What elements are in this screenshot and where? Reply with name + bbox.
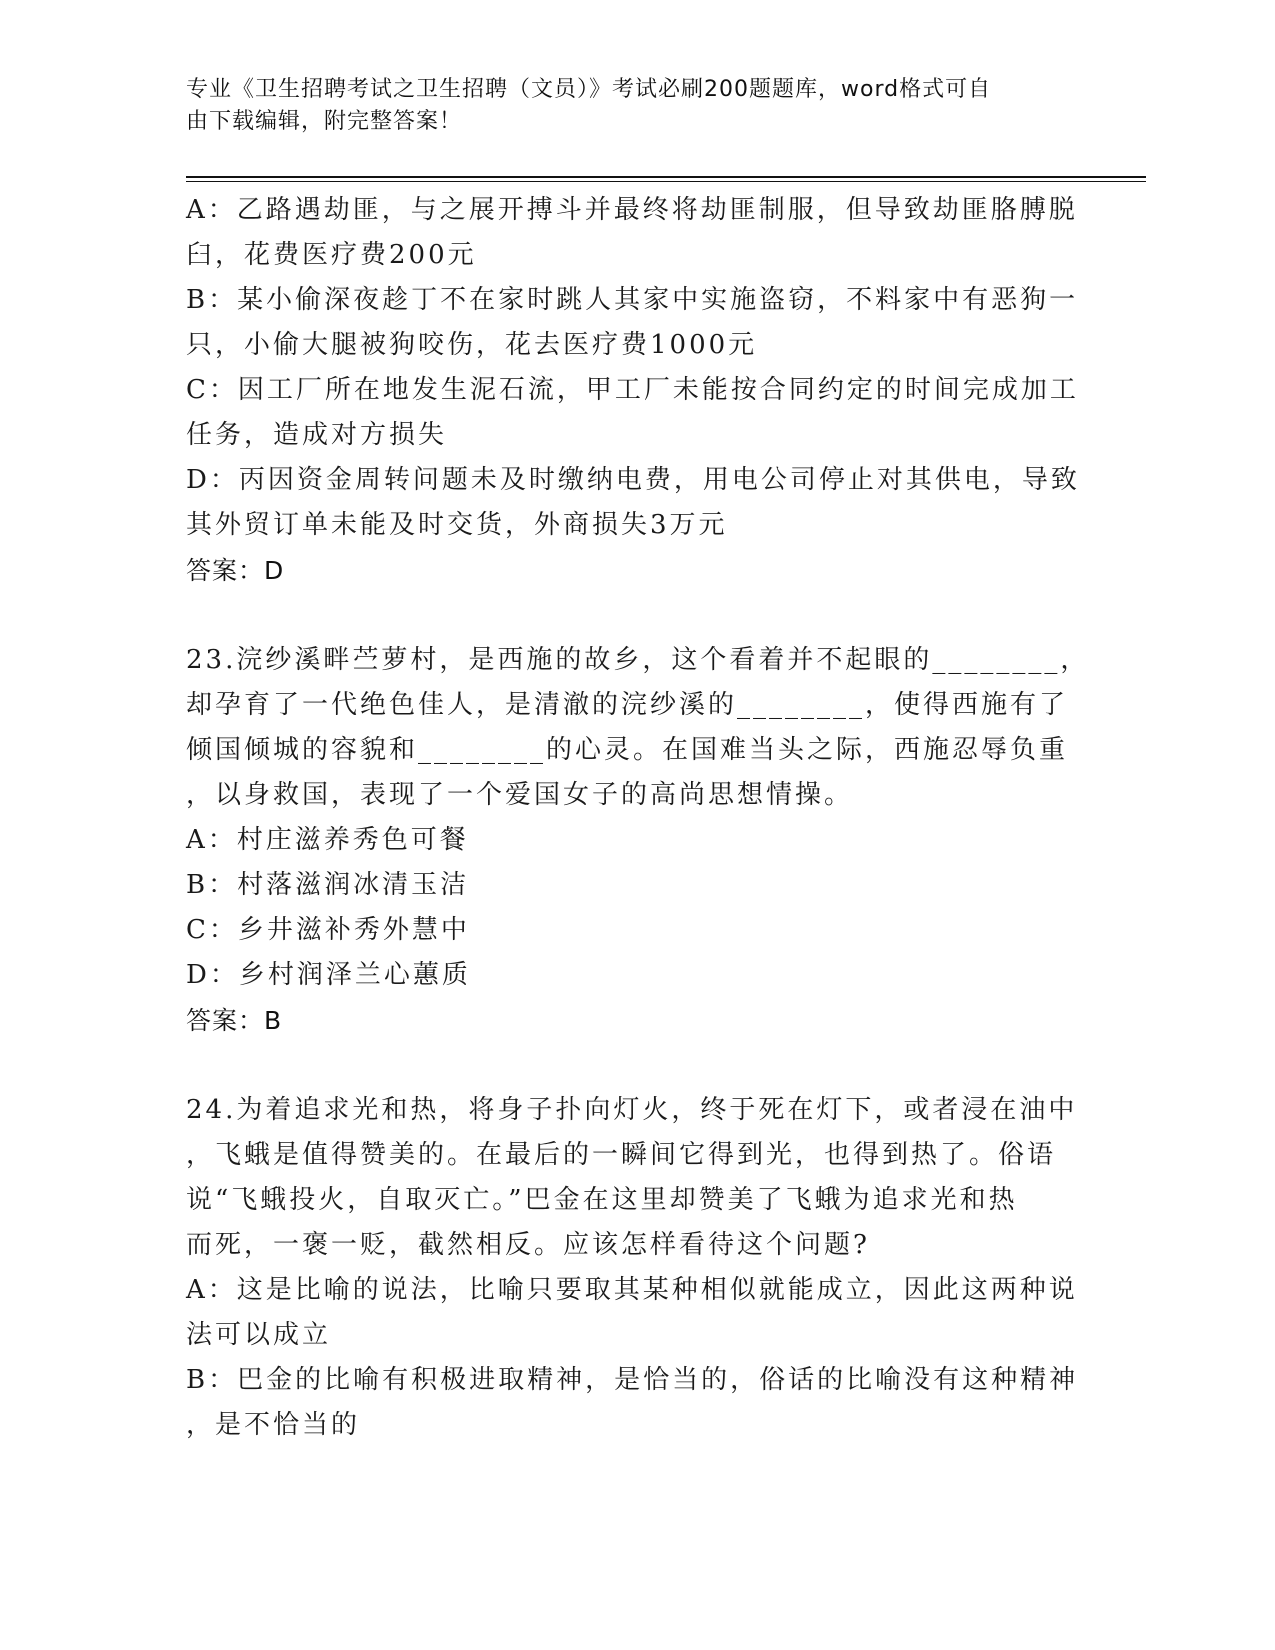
q23-option-b: B：村落滋润冰清玉洁 [186,870,470,900]
q24-option-b [186,1358,1079,1448]
header-line-2: 由下载编辑，附完整答案！ [186,109,463,134]
page-header [186,74,1066,138]
q24-option-a-line-2: 法可以成立 [186,1320,332,1350]
q22-option-c-line-1: C：因工厂所在地发生泥石流，甲工厂未能按合同约定的时间完成加工 [186,375,1079,405]
q23-option-d: D：乡村润泽兰心蕙质 [186,960,471,990]
q22-option-b-line-1: B：某小偷深夜趁丁不在家时跳人其家中实施盗窃，不料家中有恶狗一 [186,285,1079,315]
q22-answer: 答案：D [186,556,285,585]
header-line-1: 专业《卫生招聘考试之卫生招聘（文员）》考试必刷200题题库，word格式可自 [186,77,992,102]
q23-stem-line-3: 倾国倾城的容貌和________的心灵。在国难当头之际，西施忍辱负重 [186,735,1069,765]
spacer [186,1043,1066,1088]
q24-option-b-line-1: B：巴金的比喻有积极进取精神，是恰当的，俗话的比喻没有这种精神 [186,1365,1079,1395]
q24-option-a [186,1268,1078,1358]
q23-stem [186,638,1090,818]
document-body [186,188,1090,1448]
question-23 [186,638,1090,1043]
q22-option-d [186,458,1080,548]
q22-option-a [186,188,1078,278]
q24-stem-line-4: 而死，一褒一贬，截然相反。应该怎样看待这个问题? [186,1230,870,1260]
header-rule-thin [186,181,1146,182]
q22-option-c-line-2: 任务，造成对方损失 [186,420,448,450]
q23-stem-line-4: ，以身救国，表现了一个爱国女子的高尚思想情操。 [186,780,854,810]
q24-option-a-line-1: A：这是比喻的说法，比喻只要取其某种相似就能成立，因此这两种说 [186,1275,1078,1305]
q22-option-a-line-2: 臼，花费医疗费200元 [186,240,477,270]
q22-option-d-line-2: 其外贸订单未能及时交货，外商损失3万元 [186,510,728,540]
q23-option-a: A：村庄滋养秀色可餐 [186,825,469,855]
header-rule [186,176,1146,178]
q22-option-b [186,278,1079,368]
question-22 [186,188,1080,593]
q22-option-d-line-1: D：丙因资金周转问题未及时缴纳电费，用电公司停止对其供电，导致 [186,465,1080,495]
q24-stem [186,1088,1078,1268]
q22-option-a-line-1: A：乙路遇劫匪，与之展开搏斗并最终将劫匪制服，但导致劫匪胳膊脱 [186,195,1078,225]
q22-option-b-line-2: 只，小偷大腿被狗咬伤，花去医疗费1000元 [186,330,758,360]
q23-option-c: C：乡井滋补秀外慧中 [186,915,470,945]
q24-stem-line-1: 24.为着追求光和热，将身子扑向灯火，终于死在灯下，或者浸在油中 [186,1095,1078,1125]
question-24 [186,1088,1079,1448]
q23-stem-line-1: 23.浣纱溪畔苎萝村，是西施的故乡，这个看着并不起眼的________， [186,645,1090,675]
q22-option-c [186,368,1079,458]
q23-answer: 答案：B [186,1006,283,1035]
spacer [186,593,1066,638]
q24-stem-line-2: ，飞蛾是值得赞美的。在最后的一瞬间它得到光，也得到热了。俗语 [186,1140,1057,1170]
q24-option-b-line-2: ，是不恰当的 [186,1410,361,1440]
q23-stem-line-2: 却孕育了一代绝色佳人，是清澈的浣纱溪的________，使得西施有了 [186,690,1069,720]
q24-stem-line-3: 说“飞蛾投火，自取灭亡。”巴金在这里却赞美了飞蛾为追求光和热 [186,1185,1018,1215]
